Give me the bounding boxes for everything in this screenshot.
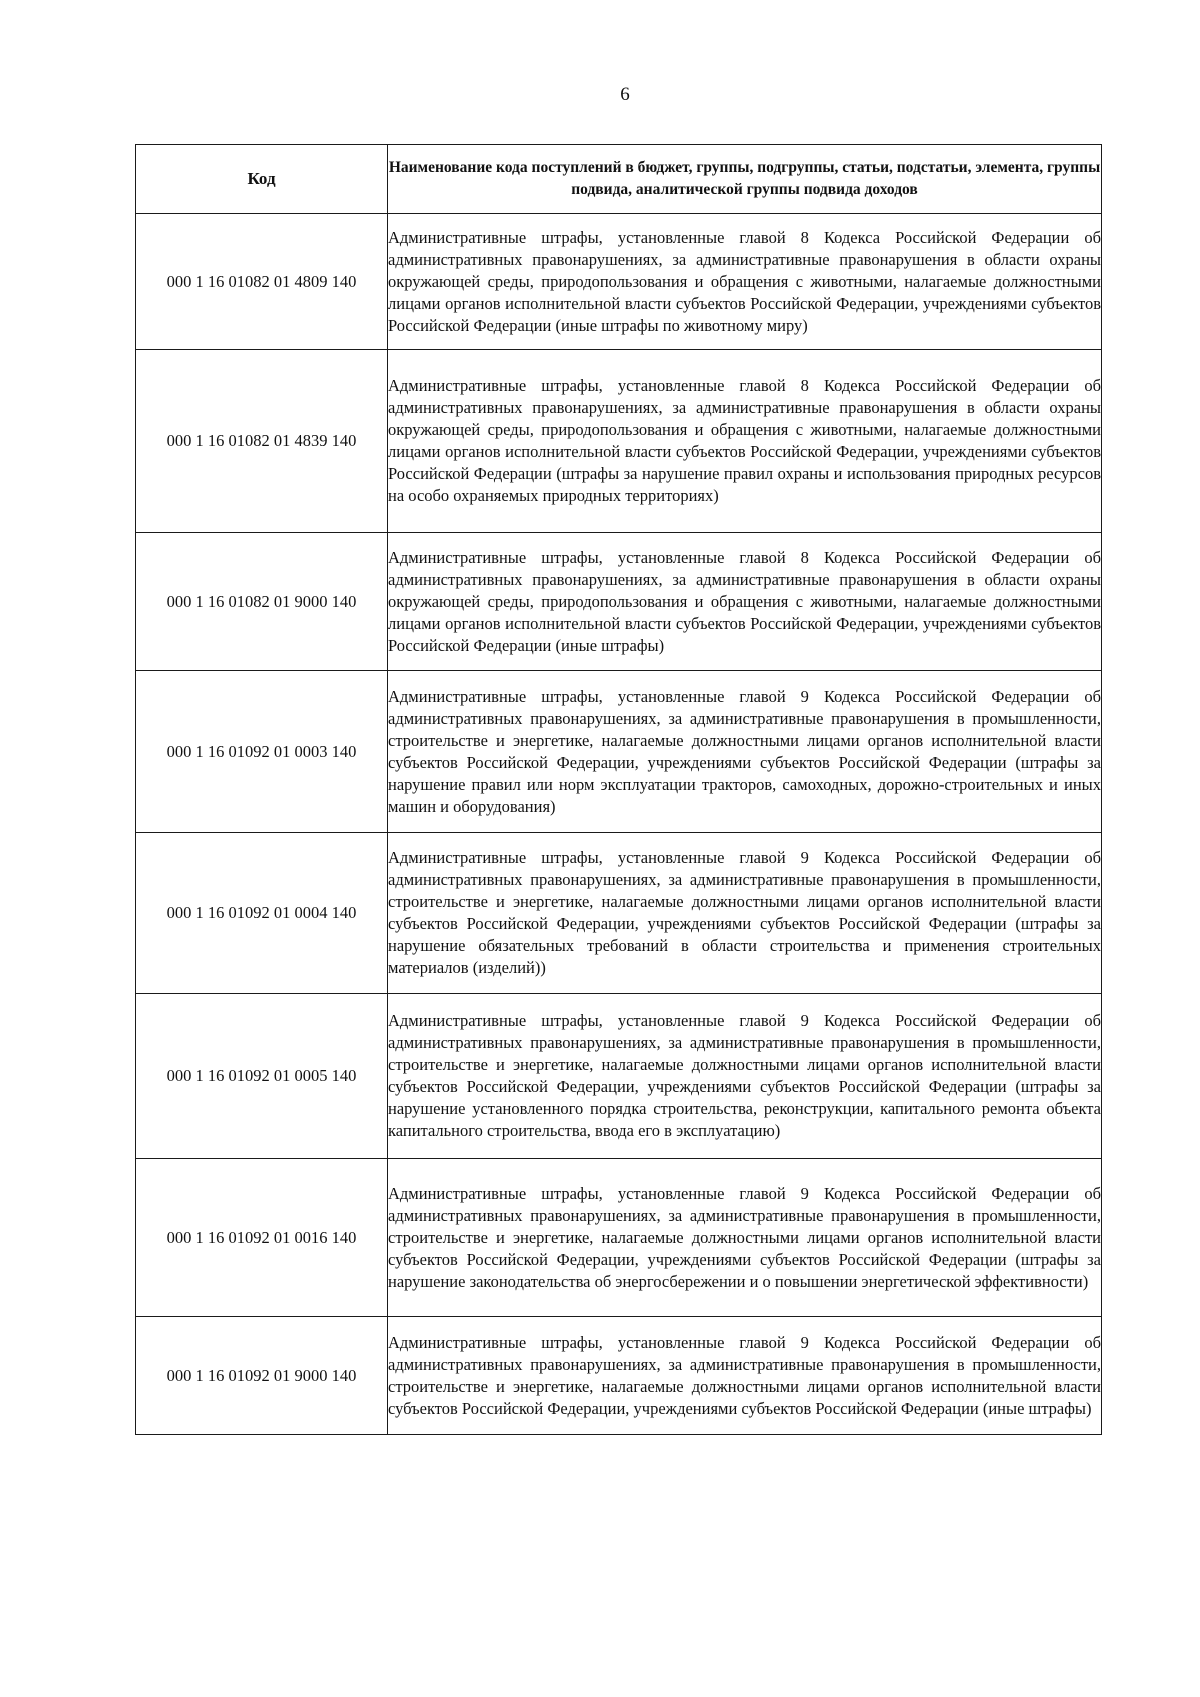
- table-row: [136, 994, 1102, 1159]
- name-cell: Административные штрафы, установленные главой 9 Кодекса Российской Федерации об административных правонарушениях, за административные правонарушения в промышленности, строительстве и энергетике, налагаемые должностными лицами органов исполнительной власти субъектов Российской Федерации, учреждениями субъектов Российской Федерации (штрафы за нарушение установленного порядка строительства, реконструкции, капитального ремонта объекта капитального строительства, ввода его в эксплуатацию): [388, 994, 1102, 1159]
- code-cell: 000 1 16 01092 01 0004 140: [136, 833, 388, 994]
- code-cell: 000 1 16 01092 01 0005 140: [136, 994, 388, 1159]
- column-header-name: Наименование кода поступлений в бюджет, группы, подгруппы, статьи, подстатьи, элемента, группы подвида, аналитической группы подвида доходов: [388, 145, 1102, 214]
- name-cell: Административные штрафы, установленные главой 8 Кодекса Российской Федерации об административных правонарушениях, за административные правонарушения в области охраны окружающей среды, природопользования и обращения с животными, налагаемые должностными лицами органов исполнительной власти субъектов Российской Федерации, учреждениями субъектов Российской Федерации (иные штрафы по животному миру): [388, 214, 1102, 350]
- name-cell: Административные штрафы, установленные главой 9 Кодекса Российской Федерации об административных правонарушениях, за административные правонарушения в промышленности, строительстве и энергетике, налагаемые должностными лицами органов исполнительной власти субъектов Российской Федерации, учреждениями субъектов Российской Федерации (штрафы за нарушение обязательных требований в области строительства и применения строительных материалов (изделий)): [388, 833, 1102, 994]
- name-cell: Административные штрафы, установленные главой 8 Кодекса Российской Федерации об административных правонарушениях, за административные правонарушения в области охраны окружающей среды, природопользования и обращения с животными, налагаемые должностными лицами органов исполнительной власти субъектов Российской Федерации, учреждениями субъектов Российской Федерации (штрафы за нарушение правил охраны и использования природных ресурсов на особо охраняемых природных территориях): [388, 350, 1102, 533]
- column-header-code: Код: [136, 145, 388, 214]
- code-cell: 000 1 16 01082 01 9000 140: [136, 533, 388, 671]
- name-cell: Административные штрафы, установленные главой 9 Кодекса Российской Федерации об административных правонарушениях, за административные правонарушения в промышленности, строительстве и энергетике, налагаемые должностными лицами органов исполнительной власти субъектов Российской Федерации, учреждениями субъектов Российской Федерации (иные штрафы): [388, 1317, 1102, 1435]
- page-number: 6: [620, 84, 630, 105]
- name-cell: Административные штрафы, установленные главой 8 Кодекса Российской Федерации об административных правонарушениях, за административные правонарушения в области охраны окружающей среды, природопользования и обращения с животными, налагаемые должностными лицами органов исполнительной власти субъектов Российской Федерации, учреждениями субъектов Российской Федерации (иные штрафы): [388, 533, 1102, 671]
- name-cell: Административные штрафы, установленные главой 9 Кодекса Российской Федерации об административных правонарушениях, за административные правонарушения в промышленности, строительстве и энергетике, налагаемые должностными лицами органов исполнительной власти субъектов Российской Федерации, учреждениями субъектов Российской Федерации (штрафы за нарушение законодательства об энергосбережении и о повышении энергетической эффективности): [388, 1159, 1102, 1317]
- table-row: [136, 833, 1102, 994]
- table-row: [136, 1159, 1102, 1317]
- code-cell: 000 1 16 01092 01 0016 140: [136, 1159, 388, 1317]
- table-row: [136, 533, 1102, 671]
- table-row: [136, 214, 1102, 350]
- code-cell: 000 1 16 01082 01 4809 140: [136, 214, 388, 350]
- table-header-row: [136, 145, 1102, 214]
- table-row: [136, 1317, 1102, 1435]
- budget-codes-table: [135, 144, 1102, 1435]
- table-row: [136, 350, 1102, 533]
- code-cell: 000 1 16 01092 01 9000 140: [136, 1317, 388, 1435]
- code-cell: 000 1 16 01092 01 0003 140: [136, 671, 388, 833]
- code-cell: 000 1 16 01082 01 4839 140: [136, 350, 388, 533]
- name-cell: Административные штрафы, установленные главой 9 Кодекса Российской Федерации об административных правонарушениях, за административные правонарушения в промышленности, строительстве и энергетике, налагаемые должностными лицами органов исполнительной власти субъектов Российской Федерации, учреждениями субъектов Российской Федерации (штрафы за нарушение правил или норм эксплуатации тракторов, самоходных, дорожно-строительных и иных машин и оборудования): [388, 671, 1102, 833]
- table-row: [136, 671, 1102, 833]
